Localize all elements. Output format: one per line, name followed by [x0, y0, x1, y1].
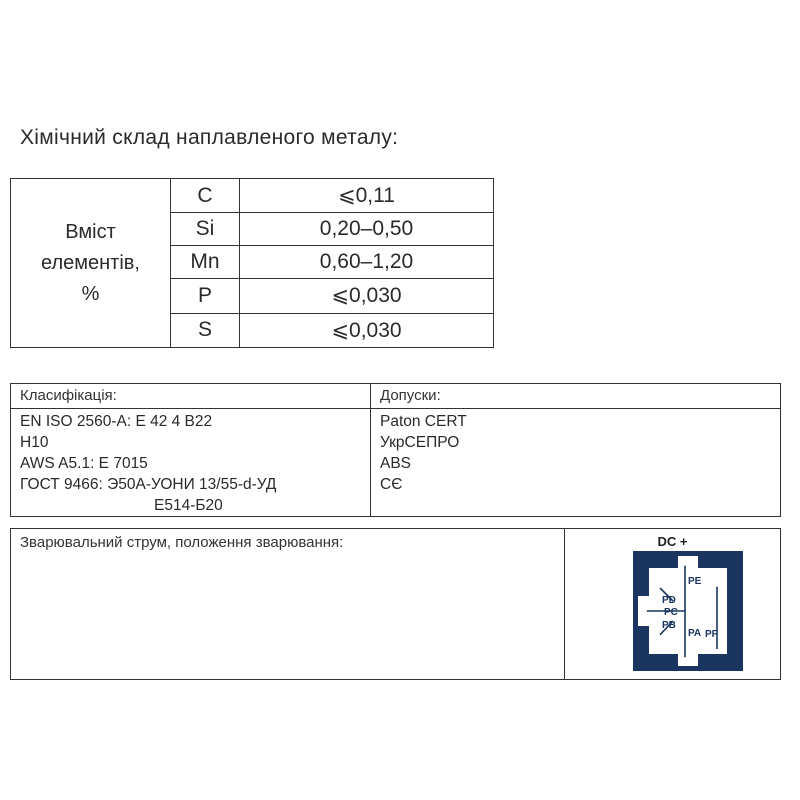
element-symbol: Si [171, 213, 240, 246]
approvals-column [371, 384, 780, 516]
row-label-cell [11, 179, 171, 348]
welding-current-label: Зварювальний струм, положення зварювання: [11, 529, 565, 679]
approvals-header: Допуски: [371, 384, 780, 409]
row-label-line: % [81, 282, 100, 305]
position-pd-label: PD [662, 595, 676, 606]
classification-header: Класифікація: [11, 384, 370, 409]
element-value: ⩽0,030 [240, 279, 494, 313]
element-value: 0,60–1,20 [240, 246, 494, 279]
element-symbol: P [171, 279, 240, 313]
list-item: УкрСЕПРО [380, 434, 460, 451]
list-item: ABS [380, 455, 412, 472]
list-item: H10 [20, 434, 49, 451]
row-label-line: елементів, [41, 251, 140, 274]
classification-column [11, 384, 371, 516]
classification-approvals-box [10, 383, 781, 517]
list-item: EN ISO 2560-A: E 42 4 B22 [20, 413, 213, 430]
page-title: Хімічний склад наплавленого металу: [20, 126, 399, 149]
classification-list [11, 409, 370, 516]
polarity-label: DC + [657, 534, 688, 549]
list-item: Paton CERT [380, 413, 467, 430]
position-pb-label: PB [662, 620, 676, 631]
element-value: ⩽0,030 [240, 313, 494, 347]
welding-positions-icon [633, 551, 743, 671]
approvals-list [371, 409, 780, 495]
welding-current-box [10, 528, 781, 680]
table-row [11, 179, 494, 213]
row-label-line: Вміст [65, 220, 116, 243]
list-item: ГОСТ 9466: Э50А-УОНИ 13/55-d-УД [20, 476, 277, 493]
element-symbol: S [171, 313, 240, 347]
element-value: 0,20–0,50 [240, 213, 494, 246]
list-item: CЄ [380, 476, 403, 493]
position-pc-label: PC [664, 607, 678, 618]
element-value: ⩽0,11 [240, 179, 494, 213]
position-pa-label: PA [688, 628, 702, 639]
chemical-composition-table [10, 178, 494, 348]
position-pe-label: PE [688, 576, 702, 587]
element-symbol: C [171, 179, 240, 213]
position-pf-label: PF [705, 629, 718, 640]
welding-position-icon-cell [565, 529, 780, 679]
list-item: AWS A5.1: E 7015 [20, 455, 148, 472]
element-symbol: Mn [171, 246, 240, 279]
list-item: Е514-Б20 [154, 497, 223, 514]
